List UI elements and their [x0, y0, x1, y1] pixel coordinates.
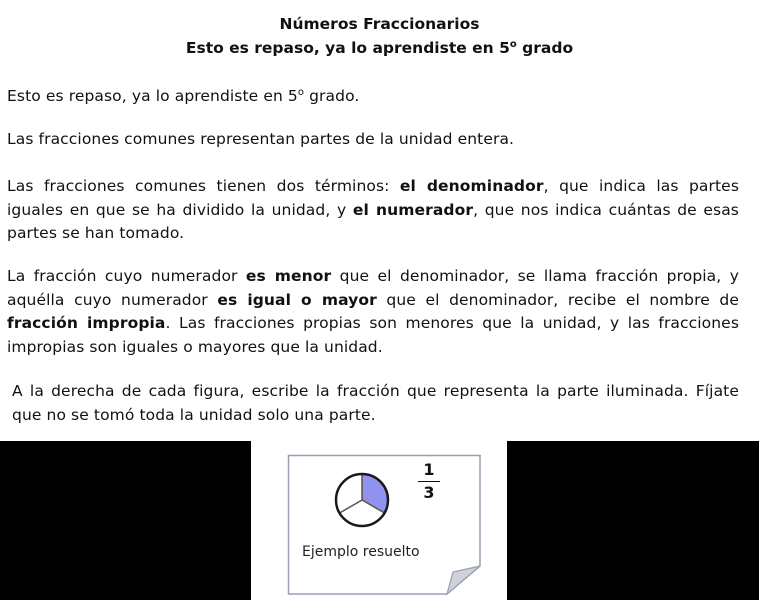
types-text-c: que el denominador, se llama fracción propia, y aquélla cuyo numerador [7, 267, 739, 309]
types-text-a: La fracción cuyo numerador [7, 267, 246, 285]
intro-text: Esto es repaso, ya lo aprendiste en 5 [7, 87, 298, 105]
term-es-igual-o-mayor: es igual o mayor [217, 290, 377, 309]
instructions-paragraph: A la derecha de cada figura, escribe la fracción que representa la parte iluminada. Fíjate que no se tomó toda la unidad solo una parte. [12, 382, 739, 424]
example-label: Ejemplo resuelto [302, 544, 420, 560]
page-title: Números Fraccionarios [279, 15, 480, 33]
term-numerador: el numerador [352, 200, 474, 219]
terms-text-a: Las fracciones comunes tienen dos términos: [7, 177, 400, 195]
terms-paragraph [7, 175, 739, 246]
terms-text-c: , que indica las partes iguales en que se ha dividido la unidad, y [7, 177, 739, 219]
page-subtitle [0, 37, 759, 59]
example-fraction [416, 460, 442, 503]
intro-end: grado. [304, 87, 360, 105]
fraction-denominator: 3 [423, 483, 435, 502]
subtitle-ordinal: o [509, 38, 517, 50]
types-text-g: . Las fracciones propias son menores que la unidad, y las fracciones impropias son iguales o mayores que la unidad. [7, 314, 739, 356]
term-denominador: el denominador [399, 177, 544, 195]
intro-paragraph [7, 85, 739, 109]
subtitle-end: grado [516, 39, 574, 57]
definition-paragraph: Las fracciones comunes representan partes de la unidad entera. [7, 130, 515, 148]
fraction-bar [418, 481, 440, 482]
types-paragraph [7, 265, 739, 359]
fraction-numerator: 1 [423, 460, 435, 479]
terms-text-e: , que nos indica cuántas de esas partes se han tomado. [7, 200, 739, 242]
term-es-menor: es menor [245, 267, 332, 285]
black-panel-right [507, 441, 759, 600]
intro-ordinal: o [297, 86, 305, 98]
black-panel-left [0, 441, 251, 600]
fraction-pie-chart [332, 470, 392, 530]
types-text-e: que el denominador, recibe el nombre de [376, 290, 739, 309]
subtitle-text: Esto es repaso, ya lo aprendiste en 5 [185, 39, 510, 57]
term-fraccion-impropia: fracción impropia [7, 314, 166, 332]
